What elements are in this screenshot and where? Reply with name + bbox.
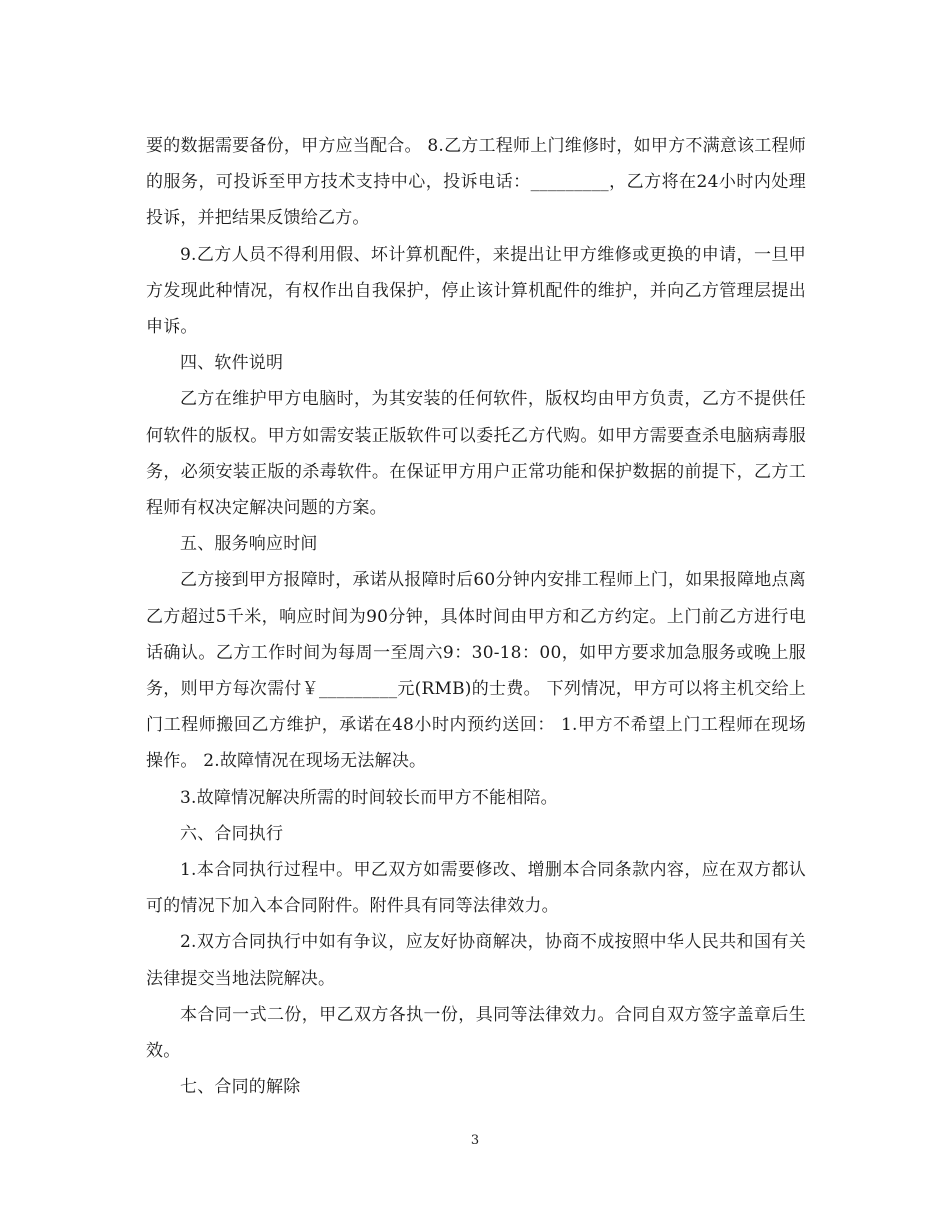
page-number: 3 [470, 1133, 480, 1148]
paragraph-execution-clause-1: 1.本合同执行过程中。甲乙双方如需要修改、增删本合同条款内容，应在双方都认可的情况下加入本合同附件。附件具有同等法律效力。 [146, 860, 806, 917]
paragraph-backup-and-complaint: 要的数据需要备份，甲方应当配合。 8.乙方工程师上门维修时，如甲方不满意该工程师的服务，可投诉至甲方技术支持中心，投诉电话：_________，乙方将在24小时内处理投诉，并把结果反馈给乙方。 [146, 136, 806, 229]
section-heading-contract-execution: 六、合同执行 [180, 823, 284, 844]
paragraph-clause-9: 9.乙方人员不得利用假、坏计算机配件，来提出让甲方维修或更换的申请，一旦甲方发现此种情况，有权作出自我保护，停止该计算机配件的维护，并向乙方管理层提出申诉。 [146, 244, 806, 338]
section-heading-response-time: 五、服务响应时间 [180, 534, 318, 555]
section-heading-software: 四、软件说明 [180, 353, 284, 374]
section-heading-termination: 七、合同的解除 [180, 1077, 301, 1098]
document-body [146, 128, 806, 1105]
paragraph-response-item-3: 3.故障情况解决所需的时间较长而甲方不能相陪。 [180, 787, 558, 808]
paragraph-software-description: 乙方在维护甲方电脑时，为其安装的任何软件，版权均由甲方负责，乙方不提供任何软件的版权。甲方如需安装正版软件可以委托乙方代购。如甲方需要查杀电脑病毒服务，必须安装正版的杀毒软件。在保证甲方用户正常功能和保护数据的前提下，乙方工程师有权决定解决问题的方案。 [146, 389, 806, 519]
paragraph-execution-clause-2: 2.双方合同执行中如有争议，应友好协商解决，协商不成按照中华人民共和国有关法律提交当地法院解决。 [146, 932, 806, 989]
paragraph-copies-validity: 本合同一式二份，甲乙双方各执一份，具同等法律效力。合同自双方签字盖章后生效。 [146, 1004, 806, 1062]
paragraph-response-time: 乙方接到甲方报障时，承诺从报障时后60分钟内安排工程师上门，如果报障地点离乙方超过5千米，响应时间为90分钟，具体时间由甲方和乙方约定。上门前乙方进行电话确认。乙方工作时间为每周一至周六9：30-18：00，如甲方要求加急服务或晚上服务，则甲方每次需付￥_________元(RMB)的士费。 下列情况，甲方可以将主机交给上门工程师搬回乙方维护，承诺在48小时内预约送回： 1.甲方不希望上门工程师在现场操作。 2.故障情况在现场无法解决。 [146, 570, 806, 772]
